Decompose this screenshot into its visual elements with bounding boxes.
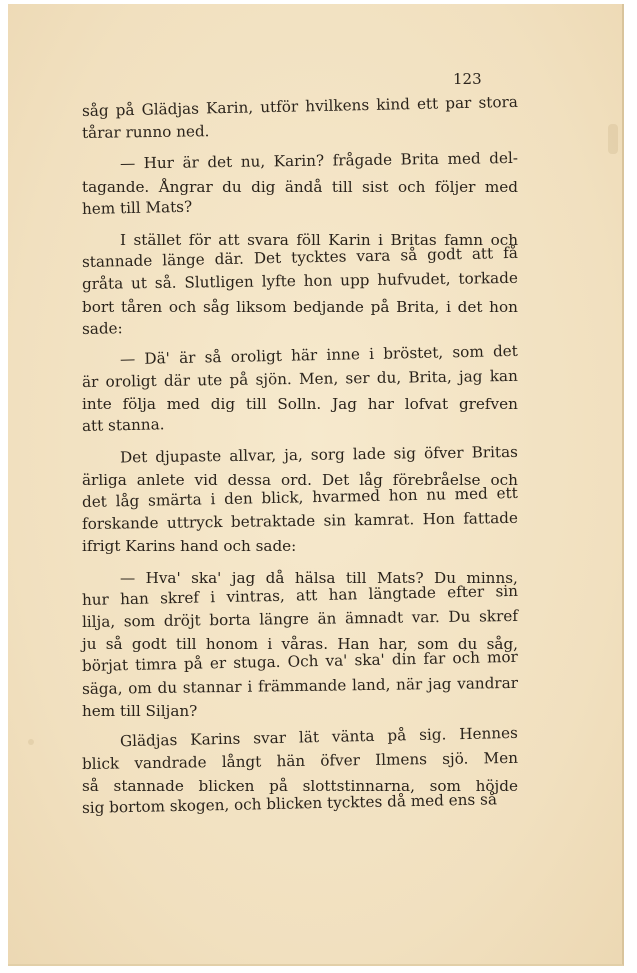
text-line: ärliga anlete vid dessa ord. Det låg förebråelse och xyxy=(82,470,518,489)
paragraph-gap xyxy=(82,220,518,229)
paragraph xyxy=(81,341,518,438)
text-line: lilja, som dröjt borta längre än ämnadt var. Du skref xyxy=(81,606,519,631)
paragraph xyxy=(82,567,518,722)
text-line: — Hva' ska' jag då hälsa till Mats? Du minns, xyxy=(120,568,518,587)
paragraph xyxy=(81,149,519,220)
paper-stain xyxy=(608,124,618,154)
text-line: Glädjas Karins svar lät vänta på sig. Hennes xyxy=(119,723,519,751)
text-line: stannade länge där. Det tycktes vara så godt att få xyxy=(81,243,519,272)
text-line: sig bortom skogen, och blicken tycktes då med ens så xyxy=(81,790,498,818)
text-line: inte följa med dig till Solln. Jag har lofvat grefven xyxy=(82,395,518,414)
body-text xyxy=(81,92,519,820)
text-line: hur han skref i vintras, att han längtade efter sin xyxy=(81,581,519,609)
text-line: gråta ut så. Slutligen lyfte hon upp hufvudet, torkade xyxy=(81,269,519,294)
text-line: — Hur är det nu, Karin? frågade Brita med del- xyxy=(119,149,519,173)
text-line: hem till Siljan? xyxy=(82,701,198,720)
text-line: hem till Mats? xyxy=(81,197,193,218)
text-line: ifrigt Karins hand och sade: xyxy=(82,537,297,556)
paragraph xyxy=(82,229,518,340)
text-line: det låg smärta i den blick, hvarmed hon nu med ett xyxy=(81,483,518,511)
text-line: säga, om du stannar i främmande land, när jag vandrar xyxy=(81,673,519,698)
book-page xyxy=(8,4,624,966)
paragraph-gap xyxy=(82,558,518,567)
text-line: så stannade blicken på slottstinnarna, som höjde xyxy=(82,777,518,796)
paragraph xyxy=(81,723,519,820)
text-line: börjat timra på er stuga. Och va' ska' din far och mor xyxy=(81,648,519,676)
text-line: att stanna. xyxy=(81,415,165,436)
text-line: Det djupaste allvar, ja, sorg lade sig öfver Britas xyxy=(119,442,519,467)
text-line: forskande uttryck betraktade sin kamrat. Hon fattade xyxy=(81,509,519,534)
page-number: 123 xyxy=(453,70,482,88)
text-line: tårar runno ned. xyxy=(81,122,210,143)
paragraph xyxy=(81,442,519,558)
paper-stain xyxy=(28,739,34,745)
text-line: bort tåren och såg liksom bedjande på Brita, i det hon xyxy=(82,297,518,316)
text-line: ju så godt till honom i våras. Han har, som du såg, xyxy=(82,635,518,654)
text-line: såg på Glädjas Karin, utför hvilkens kind ett par stora xyxy=(81,92,518,120)
text-line: I stället för att svara föll Karin i Britas famn och xyxy=(120,230,518,249)
text-line: blick vandrade långt hän öfver Ilmens sjö. Men xyxy=(81,748,519,774)
paragraph xyxy=(81,92,518,144)
text-line: är oroligt där ute på sjön. Men, ser du, Brita, jag kan xyxy=(81,366,518,392)
text-line: — Dä' är så oroligt här inne i bröstet, som det xyxy=(119,341,518,369)
text-line: sade: xyxy=(81,318,123,338)
text-line: tagande. Ångrar du dig ändå till sist och följer med xyxy=(82,177,518,196)
